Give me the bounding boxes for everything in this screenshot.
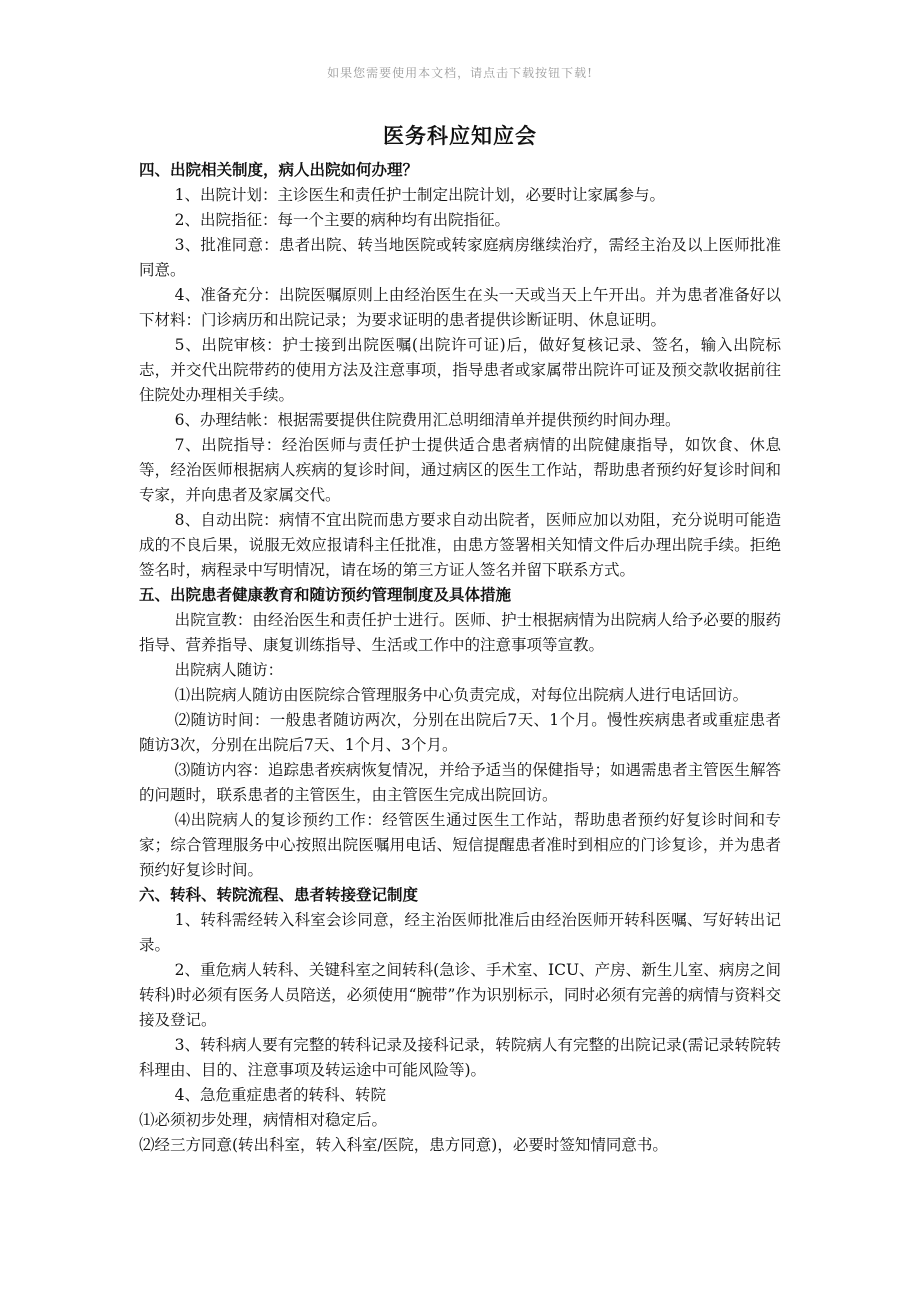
paragraph: 4、准备充分：出院医嘱原则上由经治医生在头一天或当天上午开出。并为患者准备好以下材料：门诊病历和出院记录；为要求证明的患者提供诊断证明、休息证明。 [139,286,781,329]
page-title: 医务科应知应会 [383,124,537,148]
paragraph: ⑷出院病人的复诊预约工作：经管医生通过医生工作站，帮助患者预约好复诊时间和专家；综合管理服务中心按照出院医嘱用电话、短信提醒患者准时到相应的门诊复诊，并为患者预约好复诊时间。 [139,811,781,879]
paragraph: 1、出院计划：主诊医生和责任护士制定出院计划，必要时让家属参与。 [174,186,666,204]
section-heading-5: 五、出院患者健康教育和随访预约管理制度及具体措施 [139,586,512,604]
paragraph: 2、重危病人转科、关键科室之间转科(急诊、手术室、ICU、产房、新生儿室、病房之间转科)时必须有医务人员陪送，必须使用“腕带”作为识别标示，同时必须有完善的病情与资料交接及登记。 [139,961,781,1029]
paragraph: 3、批准同意：患者出院、转当地医院或转家庭病房继续治疗，需经主治及以上医师批准同意。 [139,236,781,279]
paragraph: 1、转科需经转入科室会诊同意，经主治医师批准后由经治医师开转科医嘱、写好转出记录。 [139,911,781,954]
paragraph: ⑴出院病人随访由医院综合管理服务中心负责完成，对每位出院病人进行电话回访。 [174,686,749,704]
paragraph: ⑶随访内容：追踪患者疾病恢复情况，并给予适当的保健指导；如遇需患者主管医生解答的问题时，联系患者的主管医生，由主管医生完成出院回访。 [139,761,781,804]
paragraph: 8、自动出院：病情不宜出院而患方要求自动出院者，医师应加以劝阻，充分说明可能造成的不良后果，说服无效应报请科主任批准，由患方签署相关知情文件后办理出院手续。拒绝签名时，病程录中写明情况，请在场的第三方证人签名并留下联系方式。 [139,511,781,579]
list-item: ⑴必须初步处理，病情相对稳定后。 [139,1111,388,1129]
section-heading-4: 四、出院相关制度，病人出院如何办理？ [139,161,419,179]
paragraph: 2、出院指征：每一个主要的病种均有出院指征。 [174,211,511,229]
paragraph: 3、转科病人要有完整的转科记录及接科记录，转院病人有完整的出院记录(需记录转院转科理由、目的、注意事项及转运途中可能风险等)。 [139,1036,781,1079]
paragraph: 4、急危重症患者的转科、转院 [174,1086,387,1104]
paragraph: 6、办理结帐：根据需要提供住院费用汇总明细清单并提供预约时间办理。 [174,411,681,429]
paragraph: 7、出院指导：经治医师与责任护士提供适合患者病情的出院健康指导，如饮食、休息等，经治医师根据病人疾病的复诊时间，通过病区的医生工作站，帮助患者预约好复诊时间和专家，并向患者及家属交代。 [139,436,781,504]
paragraph: 5、出院审核：护士接到出院医嘱(出院许可证)后，做好复核记录、签名，输入出院标志，并交代出院带药的使用方法及注意事项，指导患者或家属带出院许可证及预交款收据前往住院处办理相关手续。 [139,336,781,404]
document-body [139,158,781,1158]
download-watermark: 如果您需要使用本文档，请点击下载按钮下载! [327,66,593,80]
section-heading-6: 六、转科、转院流程、患者转接登记制度 [139,886,419,904]
paragraph: 出院病人随访： [174,661,284,679]
list-item: ⑵经三方同意(转出科室，转入科室/医院，患方同意)，必要时签知情同意书。 [139,1136,668,1154]
paragraph: 出院宣教：由经治医生和责任护士进行。医师、护士根据病情为出院病人给予必要的服药指导、营养指导、康复训练指导、生活或工作中的注意事项等宣教。 [139,611,781,654]
paragraph: ⑵随访时间：一般患者随访两次，分别在出院后7天、1个月。慢性疾病患者或重症患者随访3次，分别在出院后7天、1个月、3个月。 [139,711,781,754]
